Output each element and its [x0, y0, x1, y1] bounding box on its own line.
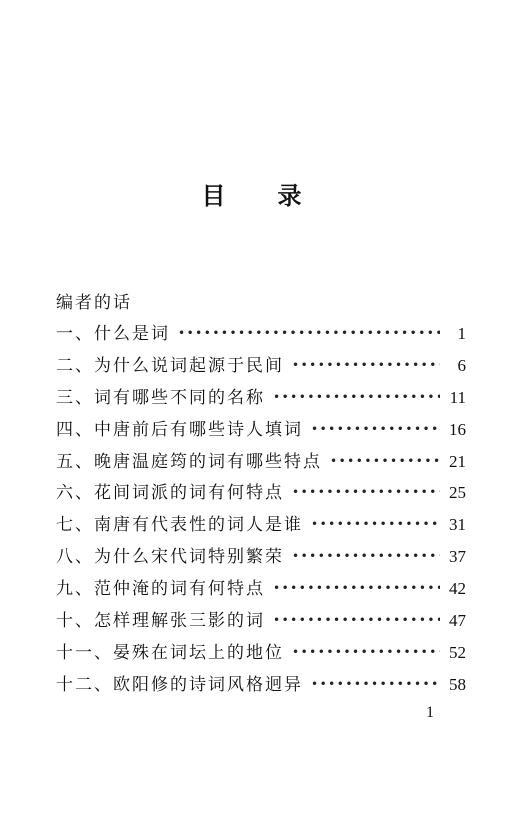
- table-of-contents: [56, 318, 466, 701]
- toc-entry: [56, 446, 466, 478]
- toc-entry: [56, 414, 466, 446]
- toc-entry: [56, 669, 466, 701]
- toc-entry-title: 四、中唐前后有哪些诗人填词: [56, 419, 303, 440]
- toc-entry-page: 25: [449, 483, 466, 503]
- toc-entry: [56, 382, 466, 414]
- preface-heading: 编者的话: [56, 293, 132, 313]
- dot-leader: [311, 669, 440, 701]
- toc-entry-title: 三、词有哪些不同的名称: [56, 387, 265, 408]
- dot-leader: [273, 382, 440, 414]
- toc-entry: [56, 477, 466, 509]
- toc-entry: [56, 509, 466, 541]
- toc-entry: [56, 605, 466, 637]
- toc-entry-title: 五、晚唐温庭筠的词有哪些特点: [56, 451, 322, 472]
- toc-entry: [56, 541, 466, 573]
- toc-entry-page: 37: [449, 547, 466, 567]
- toc-entry: [56, 318, 466, 350]
- toc-entry-title: 十二、欧阳修的诗词风格迥异: [56, 674, 303, 695]
- dot-leader: [273, 605, 440, 637]
- toc-entry-title: 二、为什么说词起源于民间: [56, 355, 284, 376]
- toc-entry-page: 47: [449, 611, 466, 631]
- toc-entry-title: 六、花间词派的词有何特点: [56, 483, 284, 504]
- dot-leader: [292, 541, 440, 573]
- toc-entry-title: 七、南唐有代表性的词人是谁: [56, 515, 303, 536]
- toc-entry-page: 16: [449, 419, 466, 439]
- dot-leader: [311, 414, 440, 446]
- title-char-2: 录: [277, 182, 304, 210]
- page-number: 1: [426, 704, 434, 721]
- toc-entry: [56, 350, 466, 382]
- dot-leader: [273, 573, 440, 605]
- toc-entry-page: 11: [449, 387, 466, 407]
- dot-leader: [292, 637, 440, 669]
- toc-entry-page: 58: [449, 674, 466, 694]
- toc-entry-page: 52: [449, 642, 466, 662]
- dot-leader: [311, 509, 440, 541]
- toc-entry-page: 6: [457, 355, 466, 375]
- toc-entry-title: 八、为什么宋代词特别繁荣: [56, 547, 284, 568]
- dot-leader: [292, 477, 440, 509]
- toc-entry-title: 一、什么是词: [56, 324, 170, 344]
- toc-entry-page: 21: [449, 451, 466, 471]
- toc-entry: [56, 573, 466, 605]
- dot-leader: [292, 350, 440, 382]
- toc-entry-page: 1: [457, 324, 466, 343]
- toc-entry-page: 42: [449, 579, 466, 599]
- toc-entry-title: 九、范仲淹的词有何特点: [56, 579, 265, 600]
- dot-leader: [178, 318, 440, 350]
- toc-entry-page: 31: [449, 515, 466, 535]
- toc-entry: [56, 637, 466, 669]
- toc-entry-title: 十一、晏殊在词坛上的地位: [56, 642, 284, 663]
- toc-entry-title: 十、怎样理解张三影的词: [56, 611, 265, 632]
- dot-leader: [330, 446, 440, 478]
- title-char-1: 目: [201, 182, 228, 210]
- page-title: [0, 176, 505, 211]
